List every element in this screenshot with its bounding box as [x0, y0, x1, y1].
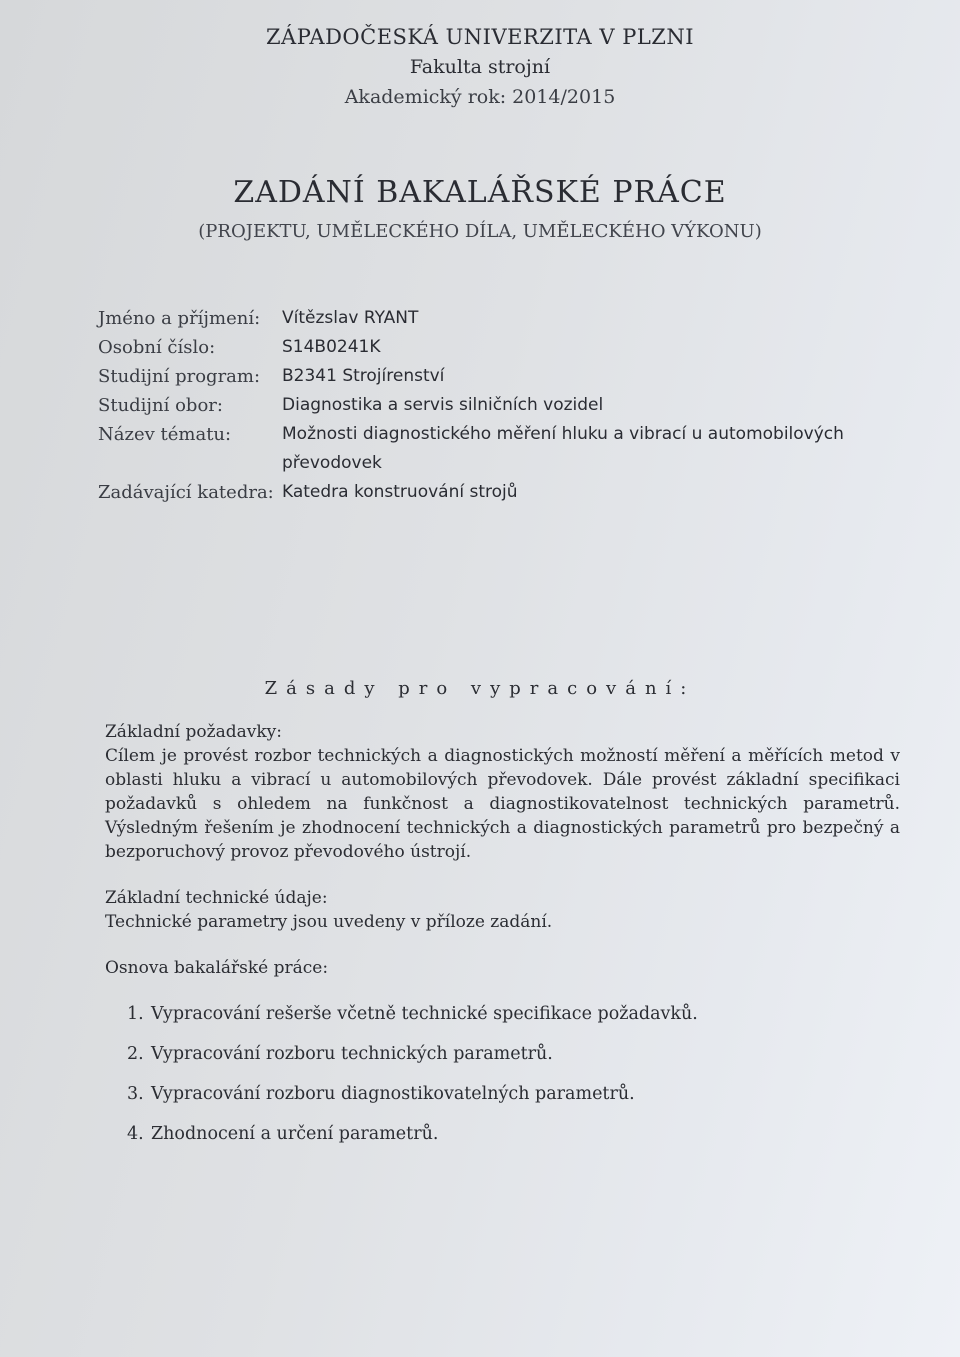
- outline-title: Osnova bakalářské práce:: [105, 958, 329, 978]
- field-row-name: [98, 304, 918, 333]
- principles-heading: Zásady pro vypracování:: [264, 678, 696, 699]
- id-label: Osobní číslo:: [98, 337, 216, 358]
- name-value: Vítězslav RYANT: [282, 308, 419, 328]
- field-row-id: [98, 333, 918, 362]
- list-item-number: 1.: [127, 1004, 144, 1024]
- basic-requirements-title: Základní požadavky:: [105, 722, 282, 742]
- topic-value: Možnosti diagnostického měření hluku a vibrací u automobilových převodovek: [282, 424, 844, 473]
- list-item-text: Vypracování rozboru technických parametrů.: [151, 1044, 553, 1064]
- program-value: B2341 Strojírenství: [282, 366, 445, 386]
- id-value: S14B0241K: [282, 337, 381, 357]
- technical-data-text: Technické parametry jsou uvedeny v příloze zadání.: [105, 912, 553, 932]
- document-title: ZADÁNÍ BAKALÁŘSKÉ PRÁCE: [233, 175, 727, 210]
- list-item: [127, 1082, 900, 1106]
- document-title-block: [0, 172, 960, 246]
- outline-list: [127, 1002, 900, 1146]
- list-item-text: Vypracování rozboru diagnostikovatelných parametrů.: [151, 1084, 635, 1104]
- department-label: Zadávající katedra:: [98, 482, 274, 503]
- basic-requirements-text: Cílem je provést rozbor technických a diagnostických možností měření a měřících metod v oblasti hluku a vibrací u automobilových převodovek. Dále provést základní specifikaci požadavků s ohledem na funkčnost a diagnostikovatelnost technických parametrů. Výsledným řešením je zhodnocení technických a diagnostických parametrů pro bezpečný a bezporuchový provoz převodového ústrojí.: [105, 746, 900, 862]
- list-item: [127, 1002, 900, 1026]
- list-item-text: Zhodnocení a určení parametrů.: [151, 1124, 439, 1144]
- field-row-field: [98, 391, 918, 420]
- list-item: [127, 1042, 900, 1066]
- university-name: ZÁPADOČESKÁ UNIVERZITA V PLZNI: [265, 25, 695, 49]
- faculty-name: Fakulta strojní: [409, 56, 551, 78]
- academic-year: Akademický rok: 2014/2015: [344, 86, 616, 108]
- field-row-program: [98, 362, 918, 391]
- topic-label: Název tématu:: [98, 424, 232, 445]
- name-label: Jméno a příjmení:: [98, 308, 261, 329]
- department-value: Katedra konstruování strojů: [282, 482, 518, 502]
- technical-data-title: Základní technické údaje:: [105, 888, 328, 908]
- field-value: Diagnostika a servis silničních vozidel: [282, 395, 604, 415]
- document-header: [0, 22, 960, 112]
- list-item-text: Vypracování rešerše včetně technické specifikace požadavků.: [151, 1004, 698, 1024]
- program-label: Studijní program:: [98, 366, 261, 387]
- document-subtitle: (PROJEKTU, UMĚLECKÉHO DÍLA, UMĚLECKÉHO VÝKONU): [198, 221, 762, 242]
- student-info: [98, 304, 918, 507]
- list-item-number: 2.: [127, 1044, 144, 1064]
- principles-body: [105, 720, 900, 1162]
- list-item-number: 4.: [127, 1124, 144, 1144]
- field-row-department: [98, 478, 918, 507]
- list-item: [127, 1122, 900, 1146]
- field-label: Studijní obor:: [98, 395, 223, 416]
- list-item-number: 3.: [127, 1084, 144, 1104]
- field-row-topic: [98, 420, 918, 478]
